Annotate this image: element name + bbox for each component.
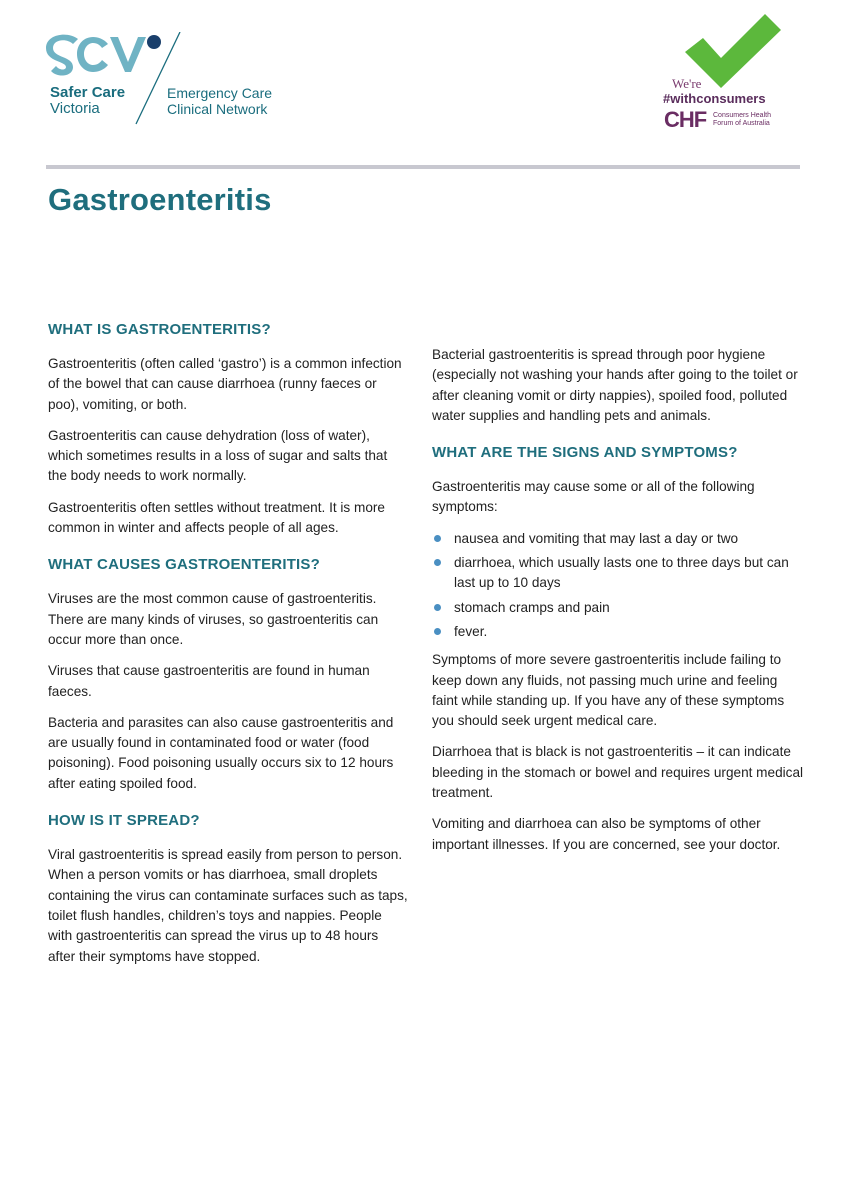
paragraph: Symptoms of more severe gastroenteritis include failing to keep down any fluids, not passing much urine and feeling faint while standing up. If you have any of these symptoms you should seek urgent medical care. [432,652,785,729]
chf-logo-text: CHF [664,107,707,132]
chf-hashtag: #withconsumers [663,91,766,106]
paragraph: Gastroenteritis often settles without treatment. It is more common in winter and affects people of all ages. [48,499,385,536]
header-divider [46,165,800,169]
chf-subtitle-line2: Forum of Australia [713,120,770,127]
network-name-line2: Clinical Network [167,101,268,117]
paragraph: Gastroenteritis (often called ‘gastro’) is a common infection of the bowel that can cause diarrhoea (runny faeces or poo), vomiting, or both. [48,356,402,412]
right-column [432,345,804,866]
scv-logo [46,32,296,127]
page-title: Gastroenteritis [48,182,272,217]
paragraph: Viruses that cause gastroenteritis are found in human faeces. [48,663,370,699]
section-heading-what-is: WHAT IS GASTROENTERITIS? [48,321,271,338]
section-heading-spread: HOW IS IT SPREAD? [48,812,200,830]
network-name-line1: Emergency Care [167,85,273,101]
paragraph: Gastroenteritis can cause dehydration (loss of water), which sometimes results in a loss of sugar and salts that the body needs to work normally. [48,427,388,484]
list-item: diarrhoea, which usually lasts one to three days but can last up to 10 days [432,553,804,594]
left-column [48,321,408,978]
list-item: stomach cramps and pain [432,598,804,618]
section-heading-causes: WHAT CAUSES GASTROENTERITIS? [48,556,320,574]
chf-subtitle-line1: Consumers Health [713,112,771,119]
paragraph: Diarrhoea that is black is not gastroenteritis – it can indicate bleeding in the stomach or bowel and requires urgent medical treatment. [432,744,804,801]
symptom-list [432,529,804,642]
paragraph: Bacterial gastroenteritis is spread through poor hygiene (especially not washing your hands after going to the toilet or after cleaning vomit or dirty nappies), spoiled food, polluted water supplies and handling pets and animals. [432,347,798,423]
paragraph: Viruses are the most common cause of gastroenteritis. There are many kinds of viruses, so gastroenteritis can occur more than once. [48,591,379,647]
chf-were-text: We're [672,76,702,91]
list-item: nausea and vomiting that may last a day or two [432,529,804,549]
scv-name-line2: Victoria [50,100,100,117]
section-heading-symptoms: WHAT ARE THE SIGNS AND SYMPTOMS? [432,444,738,462]
paragraph: Viral gastroenteritis is spread easily from person to person. When a person vomits or has diarrhoea, small droplets containing the virus can contaminate surfaces such as taps, toilet flush handles, children’s toys and nappies. People with gastroenteritis can spread the virus up to 48 hours after their symptoms have stopped. [48,847,408,964]
paragraph: Vomiting and diarrhoea can also be symptoms of other important illnesses. If you are concerned, see your doctor. [432,816,781,852]
paragraph: Bacteria and parasites can also cause gastroenteritis and are usually found in contaminated food or water (food poisoning). Food poisoning usually occurs six to 12 hours after eating spoiled food. [48,714,394,791]
paragraph: Gastroenteritis may cause some or all of the following symptoms: [432,479,755,515]
scv-name-line1: Safer Care [50,84,126,101]
list-item: fever. [432,622,804,642]
